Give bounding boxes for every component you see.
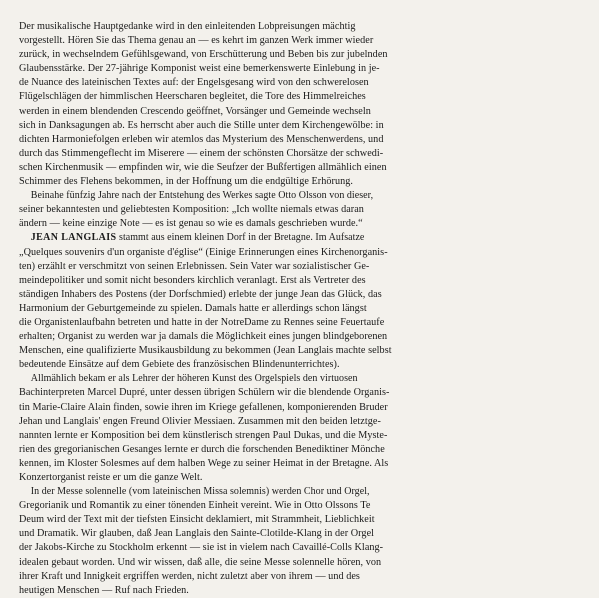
text-line: bedeutende Einsätze auf dem Gebiete des französischen Blindenunterrichtes). bbox=[19, 359, 340, 371]
text-line: werden in einem blendenden Crescendo geöffnet, Vorsänger und Gemeinde wechseln bbox=[19, 105, 371, 117]
text-line: nannten lernte er Komposition bei dem künstlerisch strengen Paul Dukas, und die Myste- bbox=[19, 429, 388, 441]
paragraph-2 bbox=[19, 189, 585, 231]
text-line: durch das Stimmengeflecht im Miserere — einem der schönsten Chorsätze der schwedi- bbox=[19, 147, 384, 159]
text-line: „Quelques souvenirs d'un organiste d'église“ (Einige Erinnerungen eines Kirchenorganis- bbox=[19, 246, 388, 258]
composer-name: JEAN LANGLAIS bbox=[30, 232, 117, 244]
text-line: Allmählich bekam er als Lehrer der höheren Kunst des Orgelspiels den virtuosen bbox=[30, 373, 358, 385]
text-line: Deum wird der Text mit der tiefsten Einsicht deklamiert, mit Strammheit, Lieblichkeit bbox=[19, 514, 375, 526]
text-line: schen Kirchenmusik — empfinden wir, wie die Seufzer der Bußfertigen allmählich einen bbox=[19, 161, 387, 173]
text-line-rest: stammt aus einem kleinen Dorf in der Bretagne. Im Aufsatze bbox=[116, 232, 365, 244]
text-line: Beinahe fünfzig Jahre nach der Entstehung des Werkes sagte Otto Olsson von dieser, bbox=[30, 190, 374, 202]
text-line: Gregorianik und Romantik zu einer tönenden Einheit vereint. Wie in Otto Olssons Te bbox=[19, 500, 371, 512]
text-line: Der musikalische Hauptgedanke wird in den einleitenden Lobpreisungen mächtig bbox=[19, 21, 356, 32]
text-line: heutigen Menschen — Ruf nach Frieden. bbox=[19, 584, 189, 596]
text-line: Flügelschlägen der himmlischen Heerscharen begleitet, die Tore des Himmelreiches bbox=[19, 91, 366, 103]
paragraph-3 bbox=[19, 231, 585, 372]
text-line: Bachinterpreten Marcel Dupré, unter dessen übrigen Schülern wir die blendende Organis- bbox=[19, 387, 390, 399]
text-line: Harmonium der Geburtgemeinde zu spielen. Damals hatte er allerdings schon längst bbox=[19, 302, 367, 314]
paragraph-5 bbox=[19, 485, 585, 598]
text-line: kennen, im Kloster Solesmes auf dem halben Wege zu seiner Heimat in der Bretagne. Als bbox=[19, 457, 389, 469]
text-line: erhalten; Organist zu werden war ja damals die Möglichkeit eines jungen blindgeborenen bbox=[19, 331, 388, 343]
text-line: seiner bekanntesten und geliebtesten Komposition: „Ich wollte niemals etwas daran bbox=[19, 204, 364, 216]
paragraph-1 bbox=[19, 20, 585, 189]
text-line: vorgestellt. Hören Sie das Thema genau an — es kehrt im ganzen Werk immer wieder bbox=[19, 35, 374, 47]
text-line: der Jakobs-Kirche zu Stockholm erkennt — sie ist in vielem nach Cavaillé-Colls Klang- bbox=[19, 542, 384, 554]
text-line: die Organistenlaufbahn betreten und hatte in der NotreDame zu Rennes seine Feuertaufe bbox=[19, 316, 385, 328]
text-line: dichten Harmoniefolgen erleben wir atemlos das Mysterium des Menschenwerdens, und bbox=[19, 133, 384, 145]
text-line: ständigen Inhabers des Postens (der Dorfschmied) erlebte der junge Jean das Glück, das bbox=[19, 288, 382, 300]
text-line: zurück, in wechselndem Gefühlsgewand, von Erschütterung und Beben bis zur jubelnden bbox=[19, 49, 388, 61]
text-line: sich in Danksagungen ab. Es herrscht aber auch die Stille unter dem Kirchengewölbe: in bbox=[19, 119, 384, 131]
text-line: In der Messe solennelle (vom lateinischen Missa solemnis) werden Chor und Orgel, bbox=[30, 486, 370, 498]
text-line: Jehan und Langlais' engen Freund Olivier Messiaen. Zusammen mit den beiden letztge- bbox=[19, 415, 381, 427]
text-line bbox=[19, 231, 573, 245]
text-line: ihrer Kraft und Innigkeit ergriffen werden, nicht zuletzt aber von ihrem — und des bbox=[19, 570, 360, 582]
text-line: idealen gebaut worden. Und wir wissen, daß alle, die seine Messe solennelle hören, von bbox=[19, 556, 382, 568]
text-line: rien des gregorianischen Gesanges lernte er durch die forschenden Benediktiner Mönche bbox=[19, 443, 385, 455]
paragraph-4 bbox=[19, 372, 585, 485]
text-line: Glaubensstärke. Der 27-jährige Komponist weist eine bemerkenswerte Einlebung in je- bbox=[19, 63, 380, 75]
text-line: Menschen, eine qualifizierte Musikausbildung zu bekommen (Jean Langlais machte selbst bbox=[19, 345, 392, 357]
text-line: Konzertorganist reiste er um die ganze Welt. bbox=[19, 472, 203, 483]
text-line: de Nuance des lateinischen Textes auf: der Engelsgesang wird von den schwerelosen bbox=[19, 77, 369, 89]
text-line: meindepolitiker und somit nicht besonders kirchlich veranlagt. Erst als Vertreter des bbox=[19, 274, 366, 286]
text-line: tin Marie-Claire Alain finden, sowie ihren im Kriege gefallenen, komponierenden Bruder bbox=[19, 401, 388, 413]
text-line: und Dramatik. Wir glauben, daß Jean Langlais den Sainte-Clotilde-Klang in der Orgel bbox=[19, 528, 375, 540]
text-line: Schimmer des Flehens bekommen, in der Hoffnung um die endgültige Erhörung. bbox=[19, 176, 353, 188]
text-line: ten) erzählt er verschmitzt von seinen Erlebnissen. Sein Vater war sozialistischer Ge- bbox=[19, 260, 370, 272]
text-line: ändern — keine einzige Note — es ist genau so wie es damals geschrieben wurde.“ bbox=[19, 218, 363, 230]
